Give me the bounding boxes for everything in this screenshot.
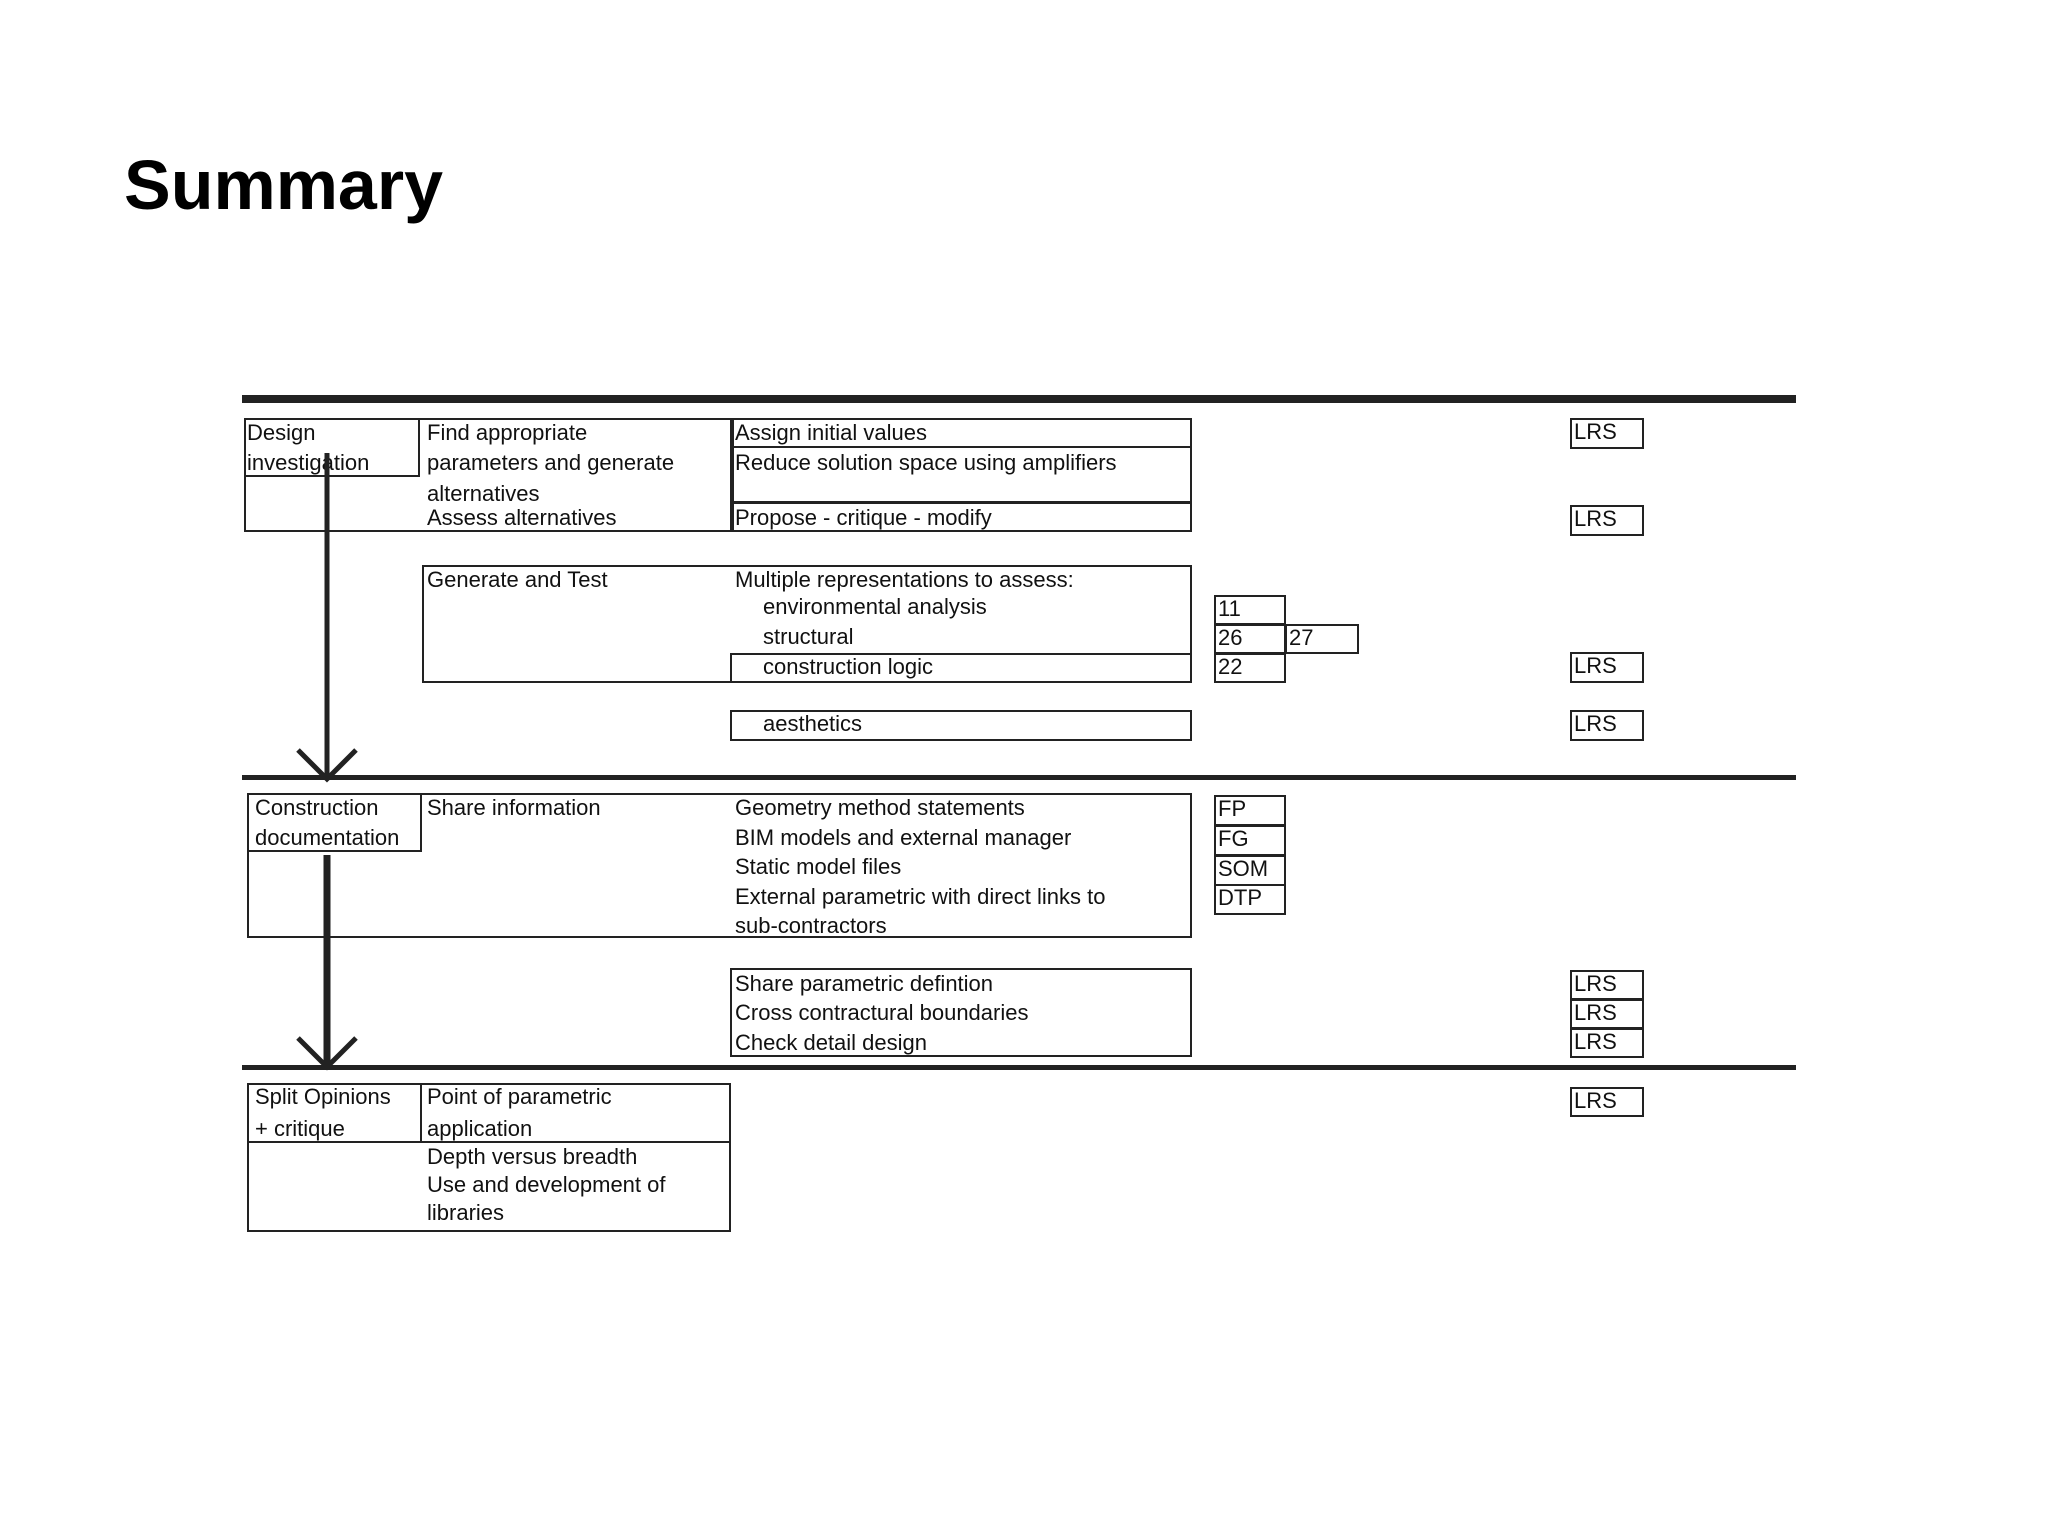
lrs-tag-split: LRS (1570, 1087, 1644, 1117)
construction-item-2: BIM models and external manager (735, 825, 1072, 850)
share-item-3: Check detail design (735, 1030, 928, 1055)
construction-item-3: Static model files (735, 854, 902, 879)
divider-middle (242, 775, 1796, 780)
lrs-tag-share-1: LRS (1570, 970, 1644, 1000)
divider-bottom (242, 1065, 1796, 1070)
construction-item-5: sub-contractors (735, 913, 887, 938)
split-item-2: Use and development of (427, 1172, 666, 1197)
ref-tag-dtp: DTP (1214, 884, 1286, 915)
share-information-label: Share information (427, 795, 601, 820)
construction-logic-label: construction logic (763, 654, 933, 679)
lrs-tag-aesthetics: LRS (1570, 710, 1644, 741)
lrs-tag-propose: LRS (1570, 505, 1644, 536)
split-item-1: Depth versus breadth (427, 1144, 638, 1169)
split-phase-label-2: + critique (255, 1116, 345, 1141)
summary-diagram (242, 395, 1796, 1248)
propose-critique-label: Propose - critique - modify (735, 505, 992, 530)
ref-tag-27: 27 (1285, 624, 1359, 654)
ref-tag-26: 26 (1214, 624, 1286, 654)
reduce-space-label: Reduce solution space using amplifiers (735, 450, 1117, 475)
find-params-line-1: Find appropriate (427, 420, 588, 445)
construction-phase-label-2: documentation (255, 825, 400, 850)
env-analysis-label: environmental analysis (763, 594, 987, 619)
generate-test-label: Generate and Test (427, 567, 608, 592)
multi-rep-label: Multiple representations to assess: (735, 567, 1074, 592)
lrs-tag-share-3: LRS (1570, 1028, 1644, 1058)
lrs-tag-assign: LRS (1570, 418, 1644, 449)
split-point-line-2: application (427, 1116, 533, 1141)
lrs-tag-construction-logic: LRS (1570, 652, 1644, 683)
ref-tag-11: 11 (1214, 595, 1286, 625)
construction-item-4: External parametric with direct links to (735, 884, 1106, 909)
lrs-tag-share-2: LRS (1570, 999, 1644, 1029)
aesthetics-label: aesthetics (763, 711, 863, 736)
ref-tag-fg: FG (1214, 825, 1286, 856)
split-item-3: libraries (427, 1200, 505, 1225)
construction-item-1: Geometry method statements (735, 795, 1025, 820)
split-point-line-1: Point of parametric (427, 1084, 612, 1109)
assign-initial-label: Assign initial values (735, 420, 927, 445)
share-item-2: Cross contractural boundaries (735, 1000, 1029, 1025)
design-phase-label-1: Design (247, 420, 316, 445)
slide-title: Summary (124, 146, 444, 224)
construction-phase-label-1: Construction (255, 795, 379, 820)
find-params-line-2: parameters and generate (427, 450, 675, 475)
split-phase-label-1: Split Opinions (255, 1084, 391, 1109)
share-item-1: Share parametric defintion (735, 971, 994, 996)
ref-tag-22: 22 (1214, 653, 1286, 683)
find-params-line-3: alternatives (427, 481, 540, 506)
design-phase-label-2: investigation (247, 450, 370, 475)
assess-alternatives-label: Assess alternatives (427, 505, 617, 530)
ref-tag-fp: FP (1214, 795, 1286, 826)
construction-outer-box (247, 793, 1192, 938)
structural-label: structural (763, 624, 854, 649)
divider-top (242, 395, 1796, 403)
ref-tag-som: SOM (1214, 855, 1286, 886)
